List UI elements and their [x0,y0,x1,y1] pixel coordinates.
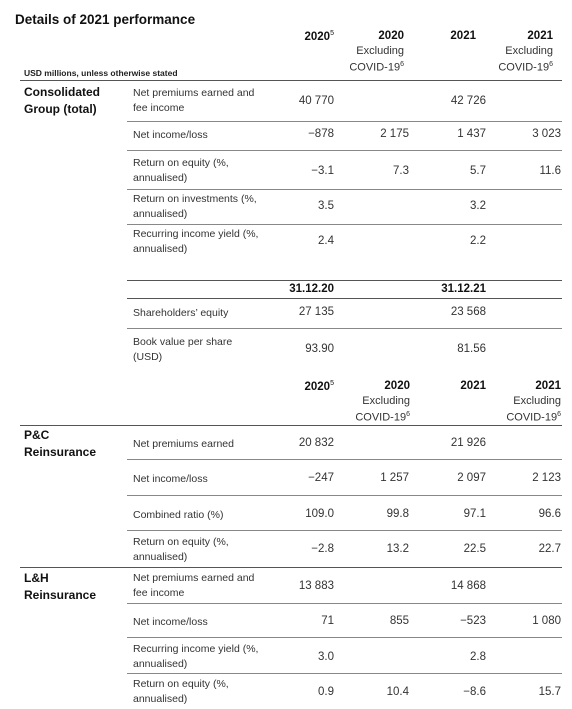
col-subheader-excluding: Excluding [356,45,404,57]
col-header-2020: 2020$^5$ [304,380,334,393]
row-label: Net premiums earned and fee income [133,87,255,114]
divider [127,637,562,638]
row-label: Return on equity (%, annualised) [133,678,229,705]
value-2020-excl: 7.3 [393,165,409,177]
value-2020: −2.8 [311,543,334,555]
value-2020: 20 832 [298,437,334,449]
row-label: Recurring income yield (%, annualised) [133,643,259,670]
value-2020: 13 883 [298,580,334,592]
divider [20,80,562,81]
value-2021: 42 726 [450,95,486,107]
value-2021: 5.7 [470,165,486,177]
col-subheader-excluding: Excluding [362,395,410,407]
value-2020-excl: 99.8 [386,508,409,520]
divider [127,121,562,122]
row-label: Return on equity (%, annualised) [133,536,229,563]
col-header-2020: 2020$^5$ [304,30,334,43]
value-2021-excl: 22.7 [538,543,561,555]
value-2021: −523 [460,615,486,627]
section-title-group: Consolidated Group (total) [24,85,101,116]
section-title-pc: P&C Reinsurance [24,428,97,459]
value-2020: 27 135 [298,306,334,318]
row-label: Net income/loss [133,473,208,485]
value-2021: 21 926 [450,437,486,449]
row-label: Book value per share (USD) [133,336,233,363]
divider [127,224,562,225]
col-header-2021: 2021 [450,30,476,42]
value-2020: 93.90 [305,343,334,355]
value-2020: 3.0 [318,651,334,663]
divider [127,603,562,604]
value-2021: 1 437 [457,128,486,140]
value-2020-excl: 2 175 [380,128,409,140]
divider [127,280,562,281]
value-2020: 71 [321,615,334,627]
value-2020-excl: 855 [389,615,409,627]
value-2020-excl: 13.2 [386,543,409,555]
divider [127,150,562,151]
col-header-2021: 2021 [460,380,486,392]
value-2020-excl: 1 257 [380,472,409,484]
value-2021: 2.2 [470,235,486,247]
value-2021-excl: 15.7 [538,686,561,698]
value-2021: 2 097 [457,472,486,484]
value-2021: −8.6 [463,686,486,698]
value-2021: 81.56 [457,343,486,355]
value-2021-excl: 2 123 [532,472,561,484]
col-subheader-covid: COVID-$19^6$ [506,411,561,424]
value-2021: 14 868 [450,580,486,592]
row-label: Return on investments (%, annualised) [133,193,257,220]
col-subheader-covid: COVID-$19^6$ [349,61,404,74]
col-header-2021-excl: 2021 [527,30,553,42]
page-title: Details of 2021 performance [15,12,196,27]
value-2021: 22.5 [463,543,486,555]
value-2021-excl: 11.6 [539,165,561,177]
value-2021: 3.2 [470,200,486,212]
value-2020: −247 [308,472,334,484]
col-subheader-excluding: Excluding [505,45,553,57]
value-2020: 0.9 [318,686,334,698]
col-header-2020-excl: 2020 [384,380,410,392]
col-subheader-covid: COVID-$19^6$ [355,411,410,424]
value-2021-excl: 3 023 [532,128,561,140]
unit-note: USD millions, unless otherwise stated [24,68,178,78]
col-header-2020-excl: 2020 [378,30,404,42]
divider [127,189,562,190]
value-2021: 97.1 [463,508,486,520]
value-2021-excl: 1 080 [532,615,561,627]
divider [127,495,562,496]
divider [127,459,562,460]
row-label: Net income/loss [133,129,208,141]
divider [127,328,562,329]
col-header-2021-excl: 2021 [535,380,561,392]
value-2021: 23 568 [450,306,486,318]
date-header-2020: 31.12.20 [289,283,334,295]
value-2020: 2.4 [318,235,334,247]
row-label: Shareholders’ equity [133,307,229,319]
col-subheader-excluding: Excluding [513,395,561,407]
date-header-2021: 31.12.21 [441,283,486,295]
value-2021: 2.8 [470,651,486,663]
divider [127,673,562,674]
value-2020: −878 [308,128,334,140]
row-label: Net premiums earned and fee income [133,572,255,599]
row-label: Return on equity (%, annualised) [133,157,229,184]
value-2020: −3.1 [311,165,334,177]
divider [127,298,562,299]
col-subheader-covid: COVID-$19^6$ [498,61,553,74]
divider [127,530,562,531]
row-label: Net premiums earned [133,438,234,450]
value-2020: 109.0 [305,508,334,520]
row-label: Net income/loss [133,616,208,628]
value-2020-excl: 10.4 [386,686,409,698]
divider [20,567,562,568]
value-2020: 40 770 [298,95,334,107]
row-label: Recurring income yield (%, annualised) [133,228,259,255]
section-title-lh: L&H Reinsurance [24,571,97,602]
row-label: Combined ratio (%) [133,509,224,521]
divider [20,425,562,426]
value-2021-excl: 96.6 [538,508,561,520]
value-2020: 3.5 [318,200,334,212]
